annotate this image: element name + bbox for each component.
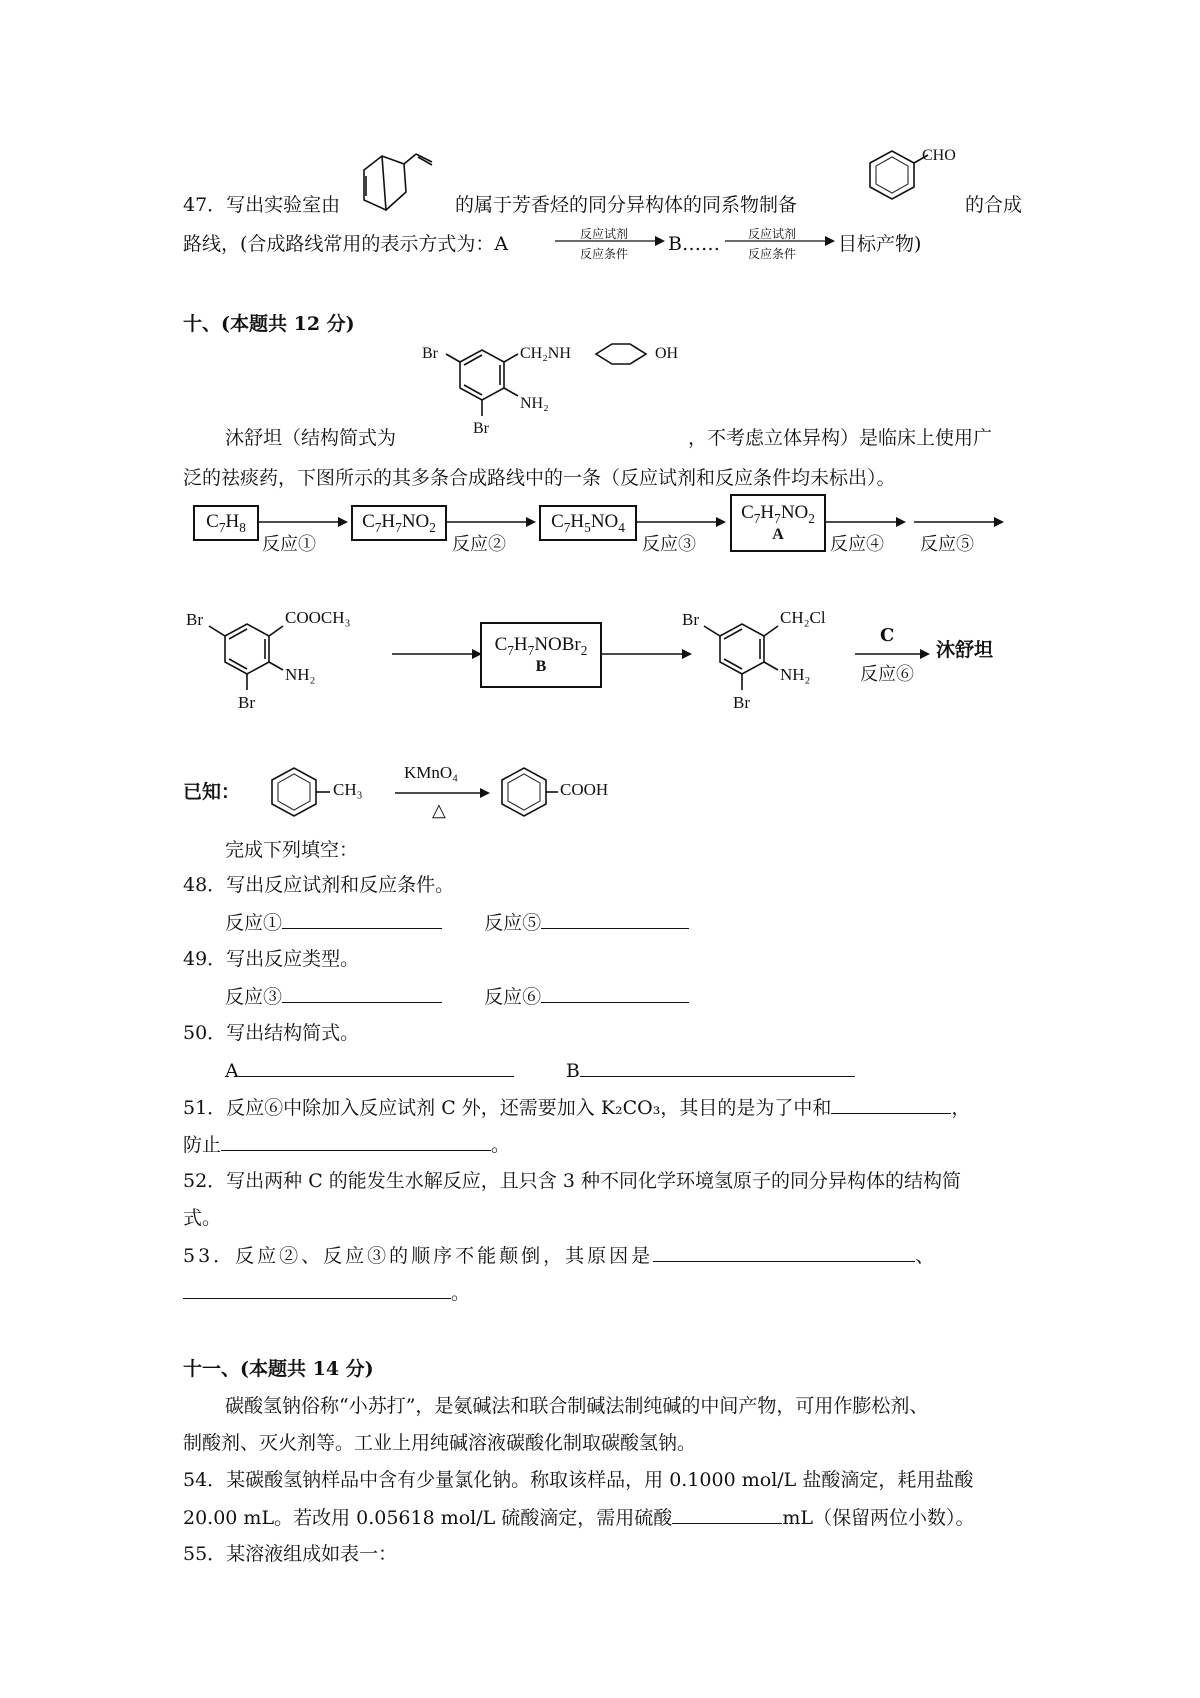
known-condition: △ xyxy=(432,800,446,820)
q48-row xyxy=(225,910,689,935)
route-box-c7h5no4: $C_7H_5NO_4$ xyxy=(539,505,637,541)
q55-prompt: 55．某溶液组成如表一： xyxy=(183,1543,398,1565)
q47-arrow1-bottom: 反应条件 xyxy=(580,247,629,261)
route-arrow-3 xyxy=(636,516,726,528)
route-arrow-2 xyxy=(446,516,536,528)
q49-prompt: 49．写出反应类型。 xyxy=(183,948,360,970)
q49-row xyxy=(225,984,689,1009)
q54-line2 xyxy=(183,1505,974,1530)
ester-br-bottom: Br xyxy=(238,693,255,712)
chloride-ch2cl: CH₂Cl xyxy=(780,608,826,627)
route-arrow-1 xyxy=(258,516,348,528)
section11-para-1: 碳酸氢钠俗称“小苏打”，是氨碱法和联合制碱法制纯碱的中间产物，可用作膨松剂、 xyxy=(225,1395,929,1417)
q48-prompt: 48．写出反应试剂和反应条件。 xyxy=(183,874,455,896)
q51-text-d: 。 xyxy=(491,1134,511,1156)
route-box-c7h8: $C_7H_8$ xyxy=(193,505,259,541)
q54-text-b: 20.00 mL。若改用 0.05618 mol/L 硫酸滴定，需用硫酸 xyxy=(183,1507,673,1529)
ester-nh2: NH₂ xyxy=(285,665,316,684)
route-reagent-c: C xyxy=(880,625,895,646)
toluene-ch3: CH₃ xyxy=(333,780,363,799)
q49-answer-b[interactable] xyxy=(541,984,689,1003)
q51-answer-2[interactable] xyxy=(221,1132,491,1151)
chloride-br-bottom: Br xyxy=(733,693,750,712)
bicyclic-diene-structure xyxy=(352,148,447,220)
ambroxol-br-bottom: Br xyxy=(473,420,489,437)
q53-answer-1[interactable] xyxy=(653,1243,915,1262)
q47-line2-prefix: 路线，(合成路线常用的表示方式为：A xyxy=(183,233,509,255)
chloride-br-top: Br xyxy=(682,610,699,629)
q47-arrow2-bottom: 反应条件 xyxy=(748,247,797,261)
route-arrow-4 xyxy=(826,516,906,528)
q50-label-b: B xyxy=(565,1060,580,1082)
q53-line2 xyxy=(183,1280,470,1305)
section10-heading: 十、(本题共 12 分) xyxy=(183,313,355,335)
route-box-c7h7no2: $C_7H_7NO_2$ xyxy=(351,505,447,541)
route-label-r4: 反应④ xyxy=(830,534,884,555)
q49-label-b: 反应⑥ xyxy=(484,986,542,1008)
benzoic-cooh: COOH xyxy=(560,780,609,799)
known-arrow xyxy=(395,787,490,799)
ester-br-top: Br xyxy=(186,610,203,629)
q51-answer-1[interactable] xyxy=(831,1095,951,1114)
q51-text-b: ， xyxy=(951,1097,971,1119)
q51-line1 xyxy=(183,1095,970,1120)
q47-text-part1: 47．写出实验室由 xyxy=(183,194,341,216)
q47-mid: B…… xyxy=(668,233,720,255)
q53-line1 xyxy=(183,1243,937,1268)
route-box-a: $C_7H_7NO_2$ A xyxy=(730,494,826,552)
q47-line2-suffix: 目标产物) xyxy=(838,233,922,255)
ambroxol-ch2nh: CH₂NH xyxy=(520,345,571,362)
q51-line2 xyxy=(183,1132,510,1157)
q47-arrow1 xyxy=(555,234,665,246)
benzaldehyde-cho-label: CHO xyxy=(922,147,956,164)
chloride-nh2: NH₂ xyxy=(780,665,811,684)
section10-intro-1b: ，不考虑立体异构）是临床上使用广 xyxy=(688,427,993,449)
route-product: 沐舒坦 xyxy=(936,639,994,661)
ambroxol-oh: OH xyxy=(655,345,679,362)
q54-text-c: mL（保留两位小数）。 xyxy=(782,1507,975,1529)
q51-text-c: 防止 xyxy=(183,1134,222,1156)
route-label-r5: 反应⑤ xyxy=(920,534,974,555)
route-label-r6: 反应⑥ xyxy=(860,664,914,685)
route-box-a-label: A xyxy=(772,526,784,544)
section10-intro-1a: 沐舒坦（结构简式为 xyxy=(225,427,397,449)
q47-arrow1-top: 反应试剂 xyxy=(580,227,629,241)
q54-answer[interactable] xyxy=(672,1505,782,1524)
q47-text-part2: 的属于芳香烃的同分异构体的同系物制备 xyxy=(455,194,798,216)
q47-text-part3: 的合成 xyxy=(965,194,1023,216)
q48-answer-a[interactable] xyxy=(282,910,442,929)
q50-prompt: 50．写出结构简式。 xyxy=(183,1022,360,1044)
route-label-r2: 反应② xyxy=(452,534,506,555)
q47-arrow2 xyxy=(725,234,835,246)
ambroxol-br-top: Br xyxy=(422,345,438,362)
ester-cooch3: COOCH₃ xyxy=(285,608,351,627)
q53-text-c: 。 xyxy=(451,1282,471,1304)
route-label-r1: 反应① xyxy=(262,534,316,555)
q50-row xyxy=(225,1058,855,1083)
section11-heading: 十一、(本题共 14 分) xyxy=(183,1358,374,1380)
section11-para-2: 制酸剂、灭火剂等。工业上用纯碱溶液碳酸化制取碳酸氢钠。 xyxy=(183,1432,697,1454)
fill-intro: 完成下列填空： xyxy=(225,839,359,861)
route-arrow-7 xyxy=(602,648,692,660)
route-box-b: $C_7H_7NOBr_2$ B xyxy=(480,622,602,688)
q52-line1: 52．写出两种 C 的能发生水解反应，且只含 3 种不同化学环境氢原子的同分异构体的结构简 xyxy=(183,1170,961,1192)
q49-answer-a[interactable] xyxy=(282,984,442,1003)
q51-text-a: 51．反应⑥中除加入反应试剂 C 外，还需要加入 K₂CO₃，其目的是为了中和 xyxy=(183,1097,832,1119)
q48-label-b: 反应⑤ xyxy=(484,912,542,934)
q47-arrow2-top: 反应试剂 xyxy=(748,227,797,241)
q54-line1: 54．某碳酸氢钠样品中含有少量氯化钠。称取该样品，用 0.1000 mol/L 盐酸滴定，耗用盐酸 xyxy=(183,1469,974,1491)
q49-label-a: 反应③ xyxy=(225,986,283,1008)
known-label: 已知： xyxy=(183,781,241,803)
q50-answer-a[interactable] xyxy=(239,1058,514,1077)
q50-answer-b[interactable] xyxy=(580,1058,855,1077)
q48-answer-b[interactable] xyxy=(541,910,689,929)
route-arrow-8 xyxy=(855,648,930,660)
route-box-b-label: B xyxy=(535,658,547,676)
q53-text-a: 53．反应②、反应③的顺序不能颠倒，其原因是 xyxy=(183,1245,654,1267)
route-arrow-5 xyxy=(914,516,1004,528)
q50-label-a: A xyxy=(225,1060,239,1082)
section10-intro-2: 泛的祛痰药，下图所示的其多条合成路线中的一条（反应试剂和反应条件均未标出）。 xyxy=(183,467,896,489)
known-reagent: KMnO₄ xyxy=(404,763,459,782)
q53-answer-2[interactable] xyxy=(183,1280,451,1299)
q48-label-a: 反应① xyxy=(225,912,283,934)
q53-text-b: 、 xyxy=(915,1245,938,1267)
route-arrow-6 xyxy=(392,648,482,660)
q52-line2: 式。 xyxy=(183,1207,222,1229)
ambroxol-nh2: NH₂ xyxy=(520,395,549,412)
route-label-r3: 反应③ xyxy=(642,534,696,555)
